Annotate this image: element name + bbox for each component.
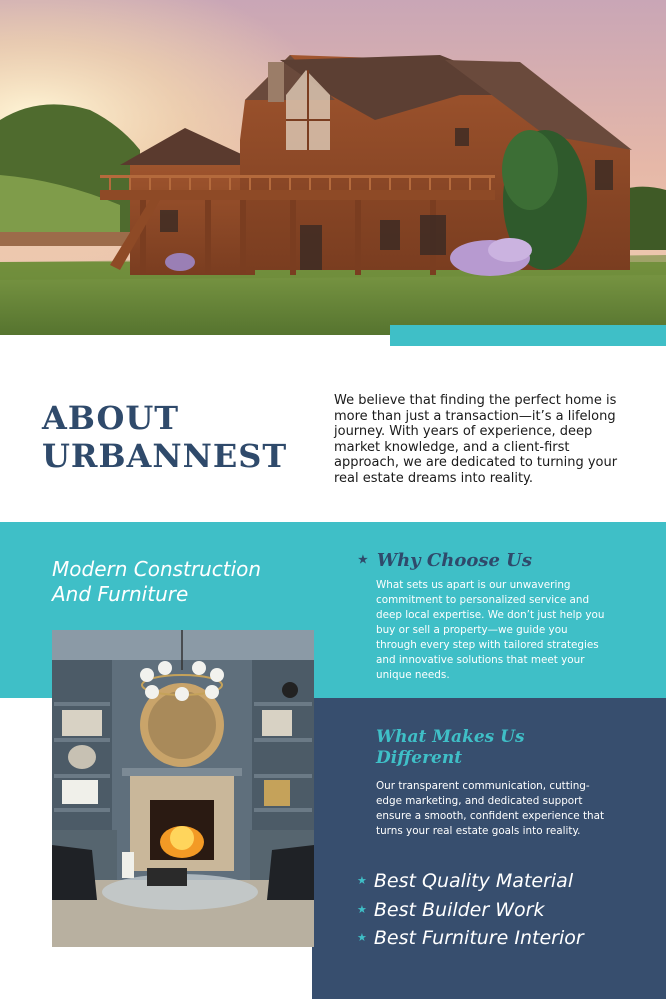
why-choose-us-text: What sets us apart is our unwavering commitment to personalized service and deep local expertise. We don’t just help you buy or sell a property—we guide you through every step with tailored strategies and innovative solutions that meet your unique needs. — [376, 579, 605, 681]
why-choose-us-heading — [358, 550, 532, 571]
interior-living-room-photo — [52, 630, 314, 947]
hero-accent-bar — [390, 325, 666, 346]
modern-heading-line1: Modern Construction — [52, 557, 262, 581]
star-icon: ★ — [357, 874, 367, 887]
feature-label: Best Builder Work — [373, 898, 545, 921]
feature-label: Best Quality Material — [373, 870, 574, 892]
feature-item — [357, 867, 584, 896]
what-makes-us-different-text: Our transparent communication, cutting-edge marketing, and dedicated support ensure a smooth, confident experience that turns your real estate goals into reality. — [376, 780, 605, 837]
modern-heading-line2: And Furniture — [52, 582, 189, 606]
about-title — [42, 399, 287, 475]
about-description: We believe that finding the perfect home is more than just a transaction—it’s a lifelong journey. With years of experience, deep market knowledge, and a client-first approach, we are dedicated to turning your real estate dreams into reality. — [334, 393, 618, 486]
diff-heading-line2: Different — [376, 748, 463, 768]
star-icon: ★ — [357, 931, 367, 944]
about-title-line1: ABOUT — [42, 399, 180, 437]
feature-item — [357, 896, 584, 925]
star-icon: ★ — [357, 902, 367, 916]
why-heading-text: Why Choose Us — [376, 550, 533, 571]
modern-construction-heading — [52, 557, 261, 607]
hero-house-photo — [0, 0, 666, 335]
feature-item — [357, 924, 584, 953]
about-title-line2: URBANNEST — [42, 437, 288, 475]
star-icon: ★ — [358, 553, 368, 566]
what-makes-us-different-heading — [376, 727, 525, 769]
diff-heading-line1: What Makes Us — [376, 727, 525, 747]
features-list — [357, 867, 584, 953]
feature-label: Best Furniture Interior — [373, 927, 584, 949]
